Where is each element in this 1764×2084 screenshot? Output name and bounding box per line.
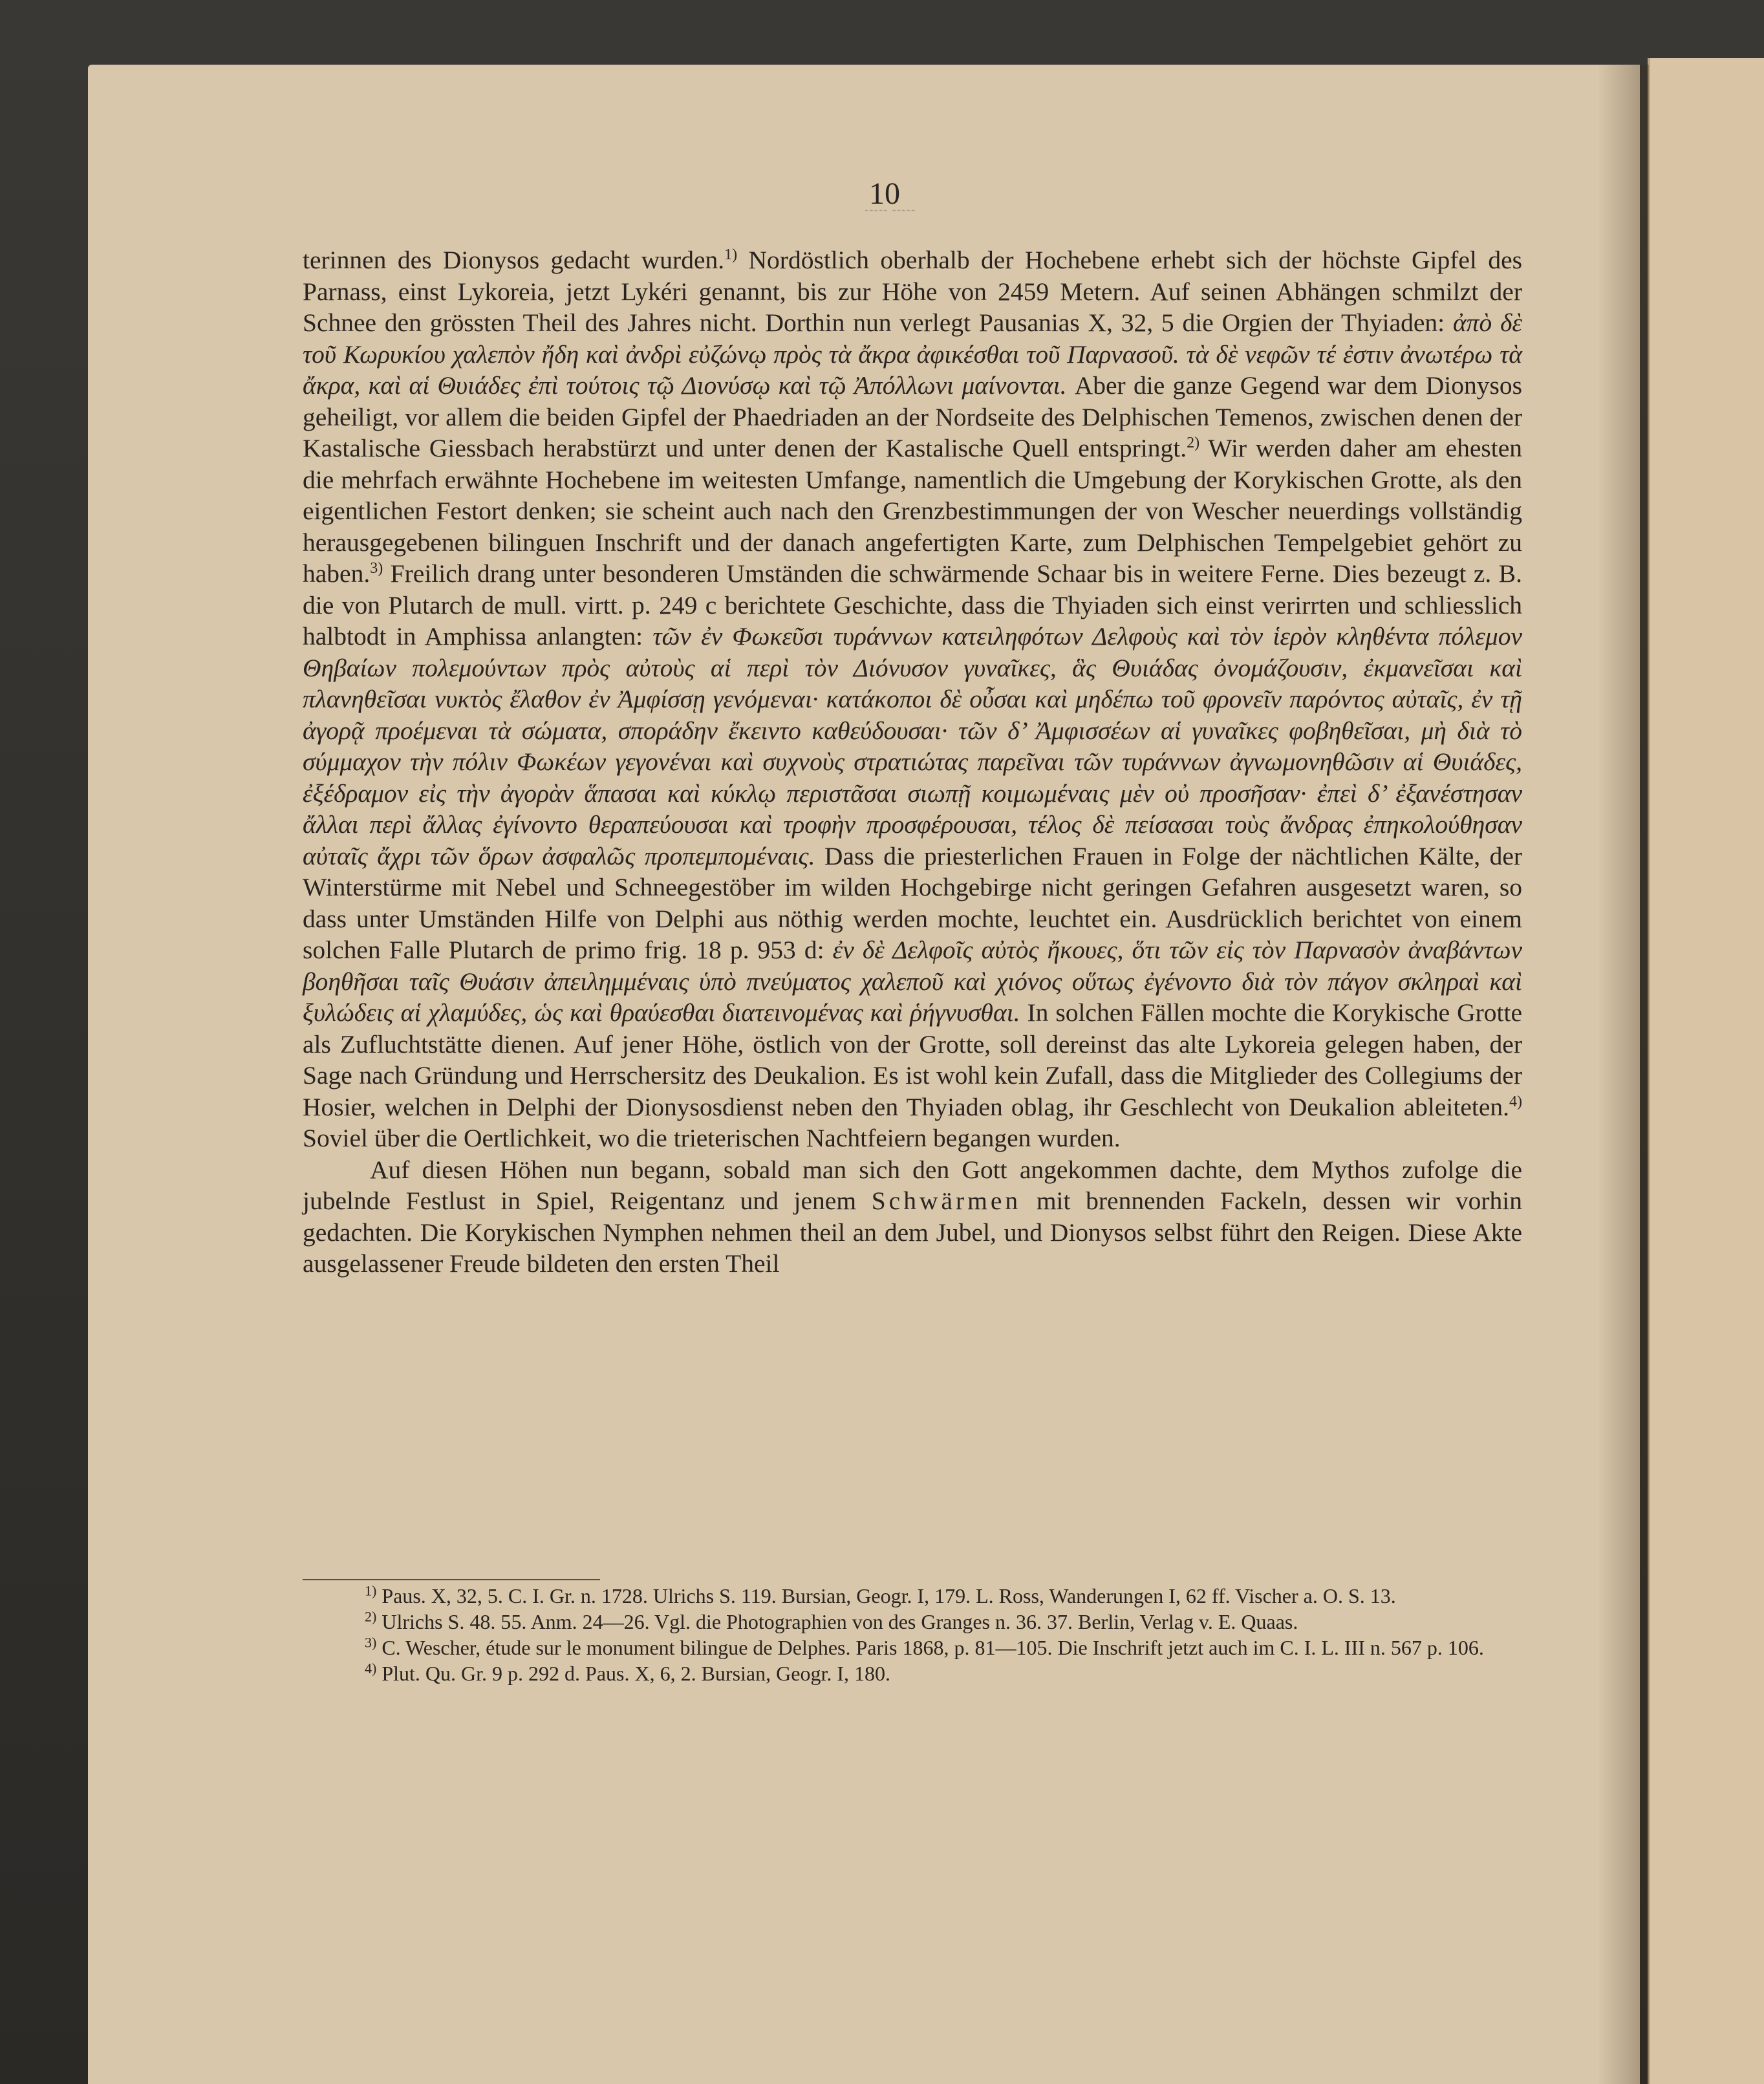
footnote-mark: 2)	[365, 1608, 377, 1625]
footnote	[303, 1635, 1522, 1660]
footnote-text: Paus. X, 32, 5. C. I. Gr. n. 1728. Ulrichs S. 119. Bursian, Geogr. I, 179. L. Ross, Wanderungen I, 62 ff. Vischer a. O. S. 13.	[376, 1584, 1396, 1607]
footnote-reference: 3)	[370, 559, 383, 577]
footnotes	[303, 1583, 1522, 1686]
text-run: Nordöstlich oberhalb der Hochebene erhebt sich der höchste Gipfel des Parnass, einst Lykoreia, jetzt Lykéri genannt, bis zur Höhe von 2459 Metern. Auf seinen Abhängen schmilzt der Schnee den grössten Theil des Jahres nicht. Dorthin nun verlegt Pausanias X, 32, 5 die Orgien der Thyiaden:	[303, 246, 1522, 337]
footnote	[303, 1583, 1522, 1609]
footnote-text: C. Wescher, étude sur le monument bilingue de Delphes. Paris 1868, p. 81—105. Die Inschrift jetzt auch im C. I. L. III n. 567 p. 106.	[376, 1636, 1484, 1659]
text-run: Aber die ganze Gegend war dem Dionysos geheiligt, vor allem die beiden Gipfel der Phaedriaden an der Nordseite des Delphischen Temenos, zwischen denen der Kastalische Giessbach herabstürzt und unter denen der Kastalische Quell entspringt.	[303, 371, 1522, 462]
footnote-reference: 1)	[724, 246, 738, 263]
footnote-reference: 4)	[1509, 1093, 1522, 1110]
text-run: Soviel über die Oertlichkeit, wo die trieterischen Nachtfeiern begangen wurden.	[303, 1124, 1121, 1152]
footnote	[303, 1660, 1522, 1686]
footnote-mark: 3)	[365, 1634, 377, 1651]
page-number-ornament: ˜˜˜˜˜ ˜˜˜˜˜	[865, 208, 916, 219]
greek-quotation: τῶν ἐν Φωκεῦσι τυράννων κατειληφότων Δελφοὺς καὶ τὸν ἱερὸν κληθέντα πόλεμον Θηβαίων πολεμούντων πρὸς αὐτοὺς αἱ περὶ τὸν Διόνυσον γυναῖκες, ἃς Θυιάδας ὀνομάζουσιν, ἐκμανεῖσαι καὶ πλανηθεῖσαι νυκτὸς ἔλαθον ἐν Ἀμφίσσῃ γενόμεναι· κατάκοποι δὲ οὖσαι καὶ μηδέπω τοῦ φρονεῖν παρόντος αὐταῖς, ἐν τῇ ἀγορᾷ προέμεναι τὰ σώματα, σποράδην ἔκειντο καθεύδουσαι· τῶν δ’ Ἀμφισσέων αἱ γυναῖκες φοβηθεῖσαι, μὴ διὰ τὸ σύμμαχον τὴν πόλιν Φωκέων γεγονέναι καὶ συχνοὺς στρατιώτας παρεῖναι τῶν τυράννων ἀγνωμονηθῶσιν αἱ Θυιάδες, ἐξέδραμον εἰς τὴν ἀγορὰν ἅπασαι καὶ κύκλῳ περιστᾶσαι σιωπῇ κοιμωμέναις μὲν οὐ προσῆσαν· ἐπεὶ δ’ ἐξανέστησαν ἄλλαι περὶ ἄλλας ἐγίνοντο θεραπεύουσαι καὶ τροφὴν προσφέρουσαι, τέλος δὲ πείσασαι τοὺς ἄνδρας ἐπηκολούθησαν αὐταῖς ἄχρι τῶν ὅρων ἀσφαλῶς προπεμπομέναις.	[303, 622, 1522, 870]
paragraph-1	[303, 244, 1522, 1154]
text-run: terinnen des Dionysos gedacht wurden.	[303, 246, 725, 274]
footnote-text: Ulrichs S. 48. 55. Anm. 24—26. Vgl. die Photographien von des Granges n. 36. 37. Berlin, Verlag v. E. Quaas.	[376, 1610, 1298, 1633]
spaced-emphasis: Schwärmen	[871, 1187, 1022, 1215]
footnote-divider	[303, 1579, 600, 1580]
facing-page	[1648, 58, 1764, 2084]
text-run: Dass die priesterlichen Frauen in Folge der nächtlichen Kälte, der Winterstürme mit Nebel und Schneegestöber im wilden Hochgebirge nicht geringen Gefahren ausgesetzt waren, so dass unter Umständen Hilfe von Delphi aus nöthig werden mochte, leuchtet ein. Ausdrücklich berichtet von einem solchen Falle Plutarch de primo frig. 18 p. 953 d:	[303, 841, 1522, 964]
text-run: Freilich drang unter besonderen Umständen die schwärmende Schaar bis in weitere Ferne. Dies bezeugt z. B. die von Plutarch de mull. virtt. p. 249 c berichtete Geschichte, dass die Thyiaden sich einst verirrten und schliesslich halbtodt in Amphissa anlangten:	[303, 559, 1522, 650]
footnote-mark: 1)	[365, 1582, 377, 1599]
text-run: mit brennenden Fackeln, dessen wir vorhin gedachten. Die Korykischen Nymphen nehmen theil an dem Jubel, und Dionysos selbst führt den Reigen. Diese Akte ausgelassener Freude bildeten den ersten Theil	[303, 1187, 1522, 1278]
greek-quotation: ἐν δὲ Δελφοῖς αὐτὸς ἤκουες, ὅτι τῶν εἰς τὸν Παρνασὸν ἀναβάντων βοηθῆσαι ταῖς Θυάσιν ἀπειλημμέναις ὑπὸ πνεύματος χαλεποῦ καὶ χιόνος οὕτως ἐγένοντο διὰ τὸν πάγον σκληραὶ καὶ ξυλώδεις αἱ χλαμύδες, ὡς καὶ θραύεσθαι διατεινομένας καὶ ῥήγνυσθαι.	[303, 936, 1522, 1027]
text-run: Wir werden daher am ehesten die mehrfach erwähnte Hochebene im weitesten Umfange, namentlich die Umgebung der Korykischen Grotte, als den eigentlichen Festort denken; sie scheint auch nach den Grenzbestimmungen der von Wescher neuerdings vollständig herausgegebenen bilinguen Inschrift und der danach angefertigten Karte, zum Delphischen Tempelgebiet gehört zu haben.	[303, 434, 1522, 588]
body-text	[303, 244, 1522, 1280]
footnote-reference: 2)	[1187, 434, 1200, 451]
text-run: Auf diesen Höhen nun begann, sobald man sich den Gott angekommen dachte, dem Mythos zufolge die jubelnde Festlust in Spiel, Reigentanz und jenem	[303, 1155, 1522, 1215]
footnote-mark: 4)	[365, 1660, 377, 1677]
page-number: 10	[869, 177, 900, 211]
text-run: In solchen Fällen mochte die Korykische Grotte als Zufluchtstätte dienen. Auf jener Höhe, östlich von der Grotte, soll dereinst das alte Lykoreia gelegen haben, der Sage nach Gründung und Herrschersitz des Deukalion. Es ist wohl kein Zufall, dass die Mitglieder des Collegiums der Hosier, welchen in Delphi der Dionysosdienst neben den Thyiaden oblag, ihr Geschlecht von Deukalion ableiteten.	[303, 998, 1522, 1121]
footnote	[303, 1609, 1522, 1635]
paragraph-2	[303, 1154, 1522, 1280]
greek-quotation: ἀπὸ δὲ τοῦ Κωρυκίου χαλεπὸν ἤδη καὶ ἀνδρὶ εὐζώνῳ πρὸς τὰ ἄκρα ἀφικέσθαι τοῦ Παρνασοῦ. τὰ δὲ νεφῶν τέ ἐστιν ἀνωτέρω τὰ ἄκρα, καὶ αἱ Θυιάδες ἐπὶ τούτοις τῷ Διονύσῳ καὶ τῷ Ἀπόλλωνι μαίνονται.	[303, 308, 1522, 400]
gutter-shadow	[1597, 65, 1649, 2084]
footnote-text: Plut. Qu. Gr. 9 p. 292 d. Paus. X, 6, 2. Bursian, Geogr. I, 180.	[376, 1662, 890, 1685]
